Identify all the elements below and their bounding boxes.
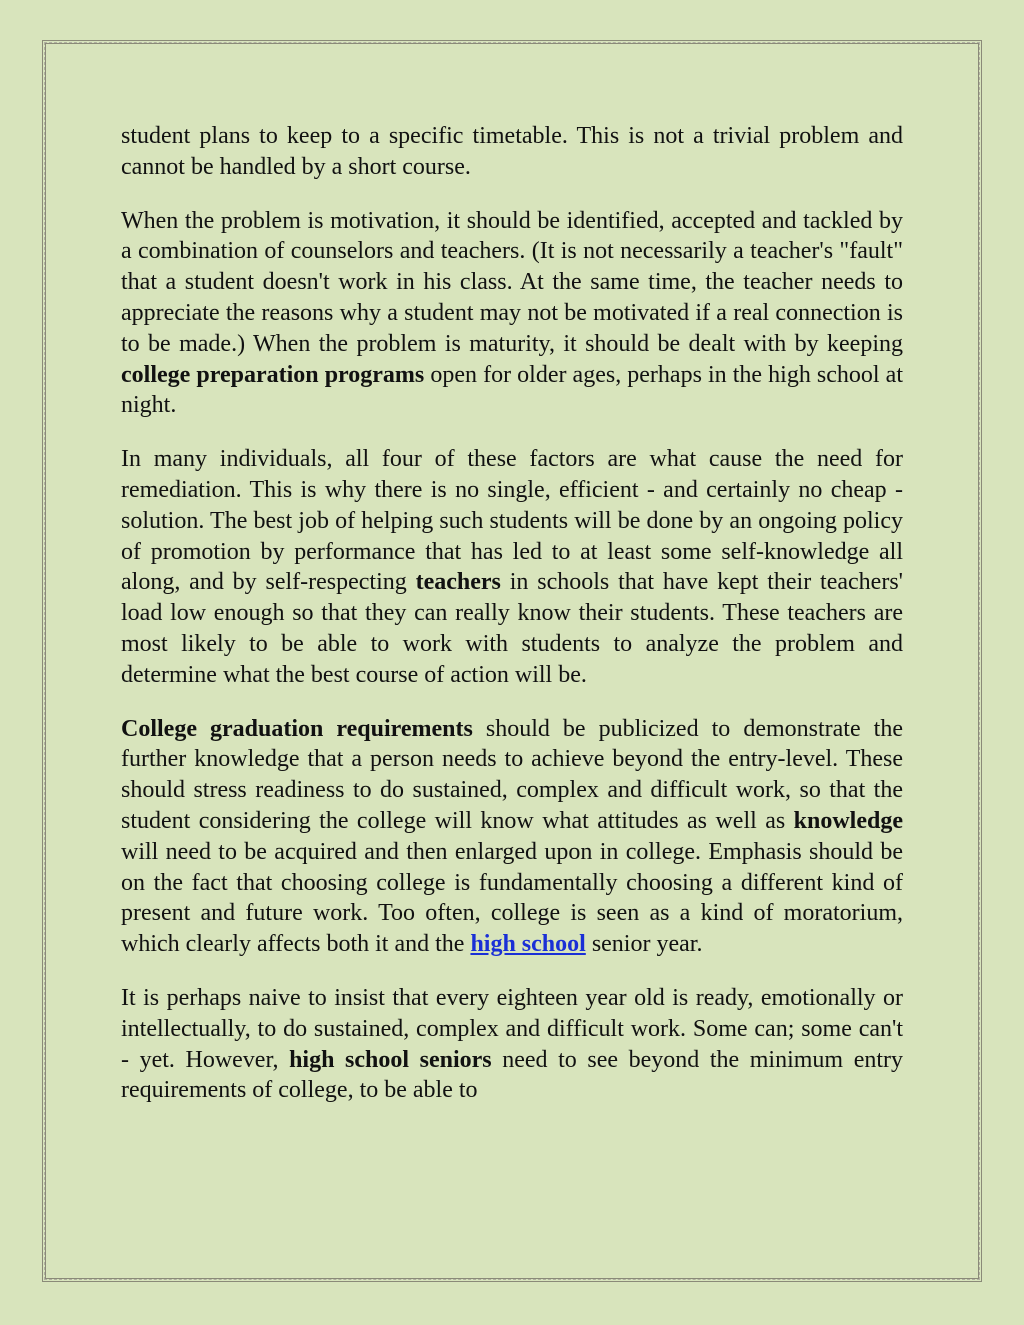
paragraph-2 [121,206,903,422]
text-run: In many individuals, all four of these factors are what cause the need for remediation. This is why there is no single, efficient - and certainly no cheap - solution. The best job of helping such students will be done by an ongoing policy of promotion by performance that has led to at least some self-knowledge all along, and by self-respecting [121,446,903,596]
bold-phrase-high-school-seniors: high school seniors [289,1046,492,1073]
text-run: should be publicized to demonstrate the further knowledge that a person needs to achieve beyond the entry-level. These should stress readiness to do sustained, complex and difficult work, so that the student considering the college will know what attitudes as well as [121,715,903,834]
paragraph-5 [121,983,903,1106]
text-run: need to see beyond the minimum entry requirements of college, to be able to [121,1046,904,1104]
bold-phrase-college-graduation-requirements: College graduation requirements [121,715,473,742]
paragraph-4 [121,714,903,960]
paragraph-1 [121,121,903,183]
document-body [121,121,903,1129]
paragraph-3 [121,444,903,690]
text-run: student plans to keep to a specific timetable. This is not a trivial problem and cannot be handled by a short course. [121,123,903,180]
text-run: in schools that have kept their teachers' load low enough so that they can really know their students. These teachers are most likely to be able to work with students to analyze the problem and determine what the best course of action will be. [121,569,903,688]
high-school-link[interactable]: high school [470,931,586,958]
bold-phrase-college-preparation-programs: college preparation programs [121,361,425,388]
bold-phrase-knowledge: knowledge [793,807,903,834]
text-run: It is perhaps naive to insist that every eighteen year old is ready, emotionally or intellectually, to do sustained, complex and difficult work. Some can; some can't - yet. However, [121,984,903,1073]
text-run: senior year. [585,931,703,958]
text-run: open for older ages, perhaps in the high school at night. [121,361,903,419]
bold-phrase-teachers: teachers [415,569,501,596]
text-run: will need to be acquired and then enlarged upon in college. Emphasis should be on the fact that choosing college is fundamentally choosing a different kind of present and future work. Too often, college is seen as a kind of moratorium, which clearly affects both it and the [121,838,903,958]
text-run: When the problem is motivation, it should be identified, accepted and tackled by a combination of counselors and teachers. (It is not necessarily a teacher's "fault" that a student doesn't work in his class. At the same time, the teacher needs to appreciate the reasons why a student may not be motivated if a real connection is to be made.) When the problem is maturity, it should be dealt with by keeping [121,207,903,357]
